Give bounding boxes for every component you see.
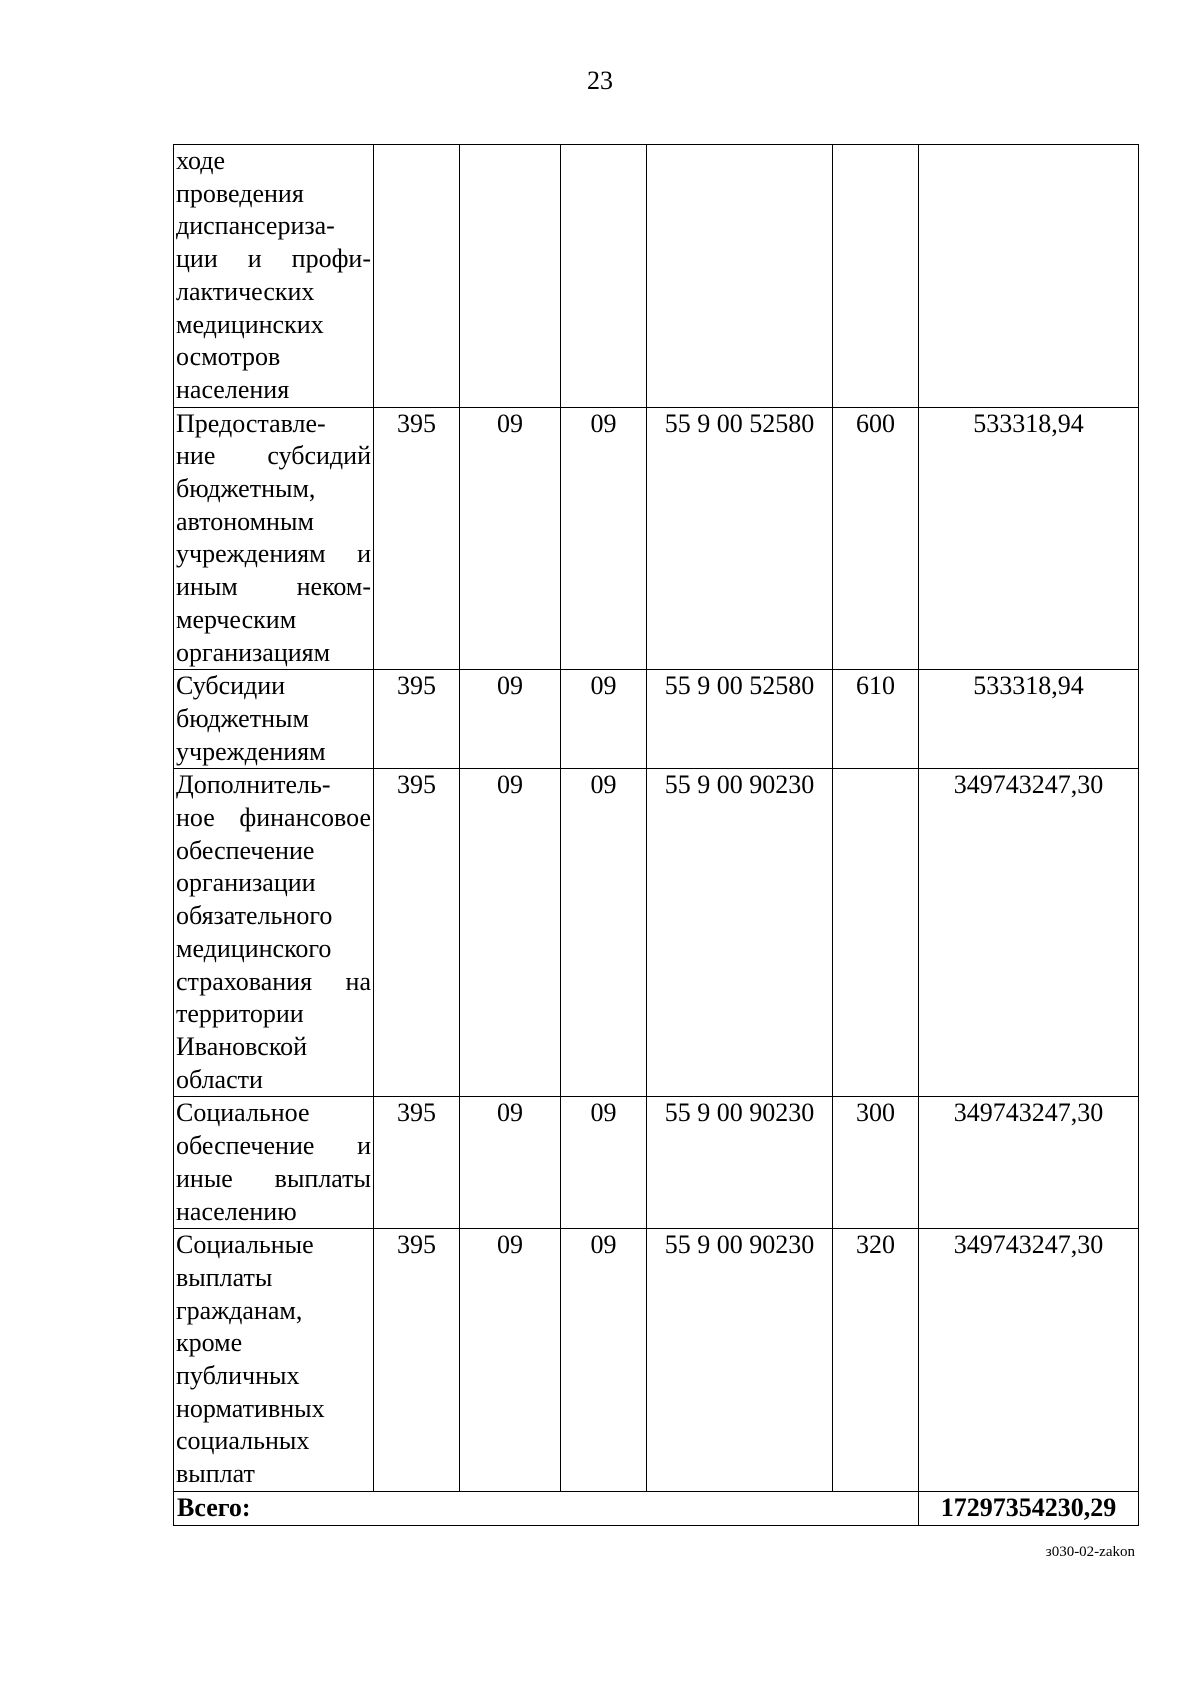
expense-name-cell	[174, 145, 374, 408]
expense-name-line: публичных	[176, 1361, 300, 1391]
section-code-cell: 09	[460, 769, 561, 1097]
expense-name-line: социальных	[176, 1426, 310, 1456]
expense-name-line: страхования на	[176, 966, 371, 996]
subsection-code-cell: 09	[561, 1229, 647, 1492]
expense-name-cell	[174, 407, 374, 670]
expense-name-line: населения	[176, 374, 290, 404]
expense-name-line: диспансериза-	[176, 211, 335, 241]
admin-code-cell: 395	[374, 407, 460, 670]
expense-name-line: организации	[176, 868, 316, 898]
expense-name-line: учреждениям и	[176, 539, 371, 569]
total-row	[174, 1491, 1139, 1525]
subsection-code-cell	[561, 145, 647, 408]
expense-name-line: осмотров	[176, 342, 281, 372]
expense-name-line: иным неком-	[176, 572, 371, 602]
expense-type-cell	[833, 769, 919, 1097]
subsection-code-cell: 09	[561, 670, 647, 769]
expense-name-line: ние субсидий	[176, 441, 371, 471]
expense-type-cell: 610	[833, 670, 919, 769]
expense-name-line: организациям	[176, 637, 331, 667]
page-number: 23	[587, 66, 613, 95]
admin-code-cell: 395	[374, 769, 460, 1097]
expense-name-line: населению	[176, 1196, 297, 1226]
expense-name-line: проведения	[176, 178, 304, 208]
admin-code-cell: 395	[374, 670, 460, 769]
expense-name-line: медицинских	[176, 309, 324, 339]
expense-name-line: мерческим	[176, 604, 297, 634]
expense-name-line: Субсидии	[176, 671, 286, 701]
expense-name-line: гражданам,	[176, 1295, 303, 1325]
expense-name-line: ходе	[176, 146, 226, 175]
target-article-cell	[647, 145, 833, 408]
expense-type-cell: 300	[833, 1097, 919, 1229]
expense-name-line: автономным	[176, 506, 314, 536]
expense-name-line: территории	[176, 999, 304, 1029]
subsection-code-cell: 09	[561, 1097, 647, 1229]
expense-name-cell	[174, 670, 374, 769]
subsection-code-cell: 09	[561, 407, 647, 670]
budget-table	[173, 144, 1139, 1526]
expense-name-line: медицинского	[176, 933, 332, 963]
expense-name-line: обеспечение и	[176, 1131, 371, 1161]
target-article-cell: 55 9 00 52580	[647, 407, 833, 670]
expense-type-cell: 600	[833, 407, 919, 670]
expense-name-cell	[174, 1229, 374, 1492]
expense-name-line: Ивановской	[176, 1031, 308, 1061]
target-article-cell: 55 9 00 90230	[647, 1229, 833, 1492]
expense-name-line: кроме	[176, 1328, 243, 1358]
target-article-cell: 55 9 00 52580	[647, 670, 833, 769]
section-code-cell: 09	[460, 670, 561, 769]
table-row	[174, 145, 1139, 408]
amount-cell: 349743247,30	[919, 769, 1139, 1097]
expense-name-line: Социальное	[176, 1098, 310, 1128]
amount-cell: 349743247,30	[919, 1229, 1139, 1492]
expense-name-cell	[174, 769, 374, 1097]
admin-code-cell: 395	[374, 1097, 460, 1229]
expense-name-line: Социальные	[176, 1230, 314, 1260]
expense-name-line: области	[176, 1064, 263, 1094]
expense-name-line: выплаты	[176, 1262, 273, 1292]
expense-name-line: лактических	[176, 276, 315, 306]
expense-name-line: Дополнитель-	[176, 770, 331, 800]
amount-cell: 533318,94	[919, 670, 1139, 769]
section-code-cell: 09	[460, 1229, 561, 1492]
table-row	[174, 670, 1139, 769]
section-code-cell: 09	[460, 1097, 561, 1229]
expense-name-line: ции и профи-	[176, 244, 371, 274]
table-body	[174, 145, 1139, 1492]
expense-name-line: ное финансовое	[176, 803, 371, 833]
admin-code-cell	[374, 145, 460, 408]
expense-name-line: иные выплаты	[176, 1163, 371, 1193]
expense-name-line: бюджетным,	[176, 474, 316, 504]
expense-name-line: Предоставле-	[176, 408, 326, 438]
expense-name-line: выплат	[176, 1459, 255, 1489]
expense-name-line: обеспечение	[176, 835, 315, 865]
target-article-cell: 55 9 00 90230	[647, 1097, 833, 1229]
subsection-code-cell: 09	[561, 769, 647, 1097]
expense-name-line: обязательного	[176, 901, 333, 931]
expense-type-cell	[833, 145, 919, 408]
target-article-cell: 55 9 00 90230	[647, 769, 833, 1097]
amount-cell	[919, 145, 1139, 408]
expense-type-cell: 320	[833, 1229, 919, 1492]
table-row	[174, 769, 1139, 1097]
amount-cell: 533318,94	[919, 407, 1139, 670]
admin-code-cell: 395	[374, 1229, 460, 1492]
table-row	[174, 407, 1139, 670]
expense-name-line: учреждениям	[176, 736, 326, 766]
section-code-cell	[460, 145, 561, 408]
table-row	[174, 1097, 1139, 1229]
section-code-cell: 09	[460, 407, 561, 670]
amount-cell: 349743247,30	[919, 1097, 1139, 1229]
expense-name-cell	[174, 1097, 374, 1229]
document-code: з030-02-zakon	[1045, 1544, 1135, 1560]
table-row	[174, 1229, 1139, 1492]
total-label: Всего:	[174, 1491, 919, 1525]
expense-name-line: нормативных	[176, 1393, 325, 1423]
total-amount: 17297354230,29	[919, 1491, 1139, 1525]
expense-name-line: бюджетным	[176, 703, 309, 733]
